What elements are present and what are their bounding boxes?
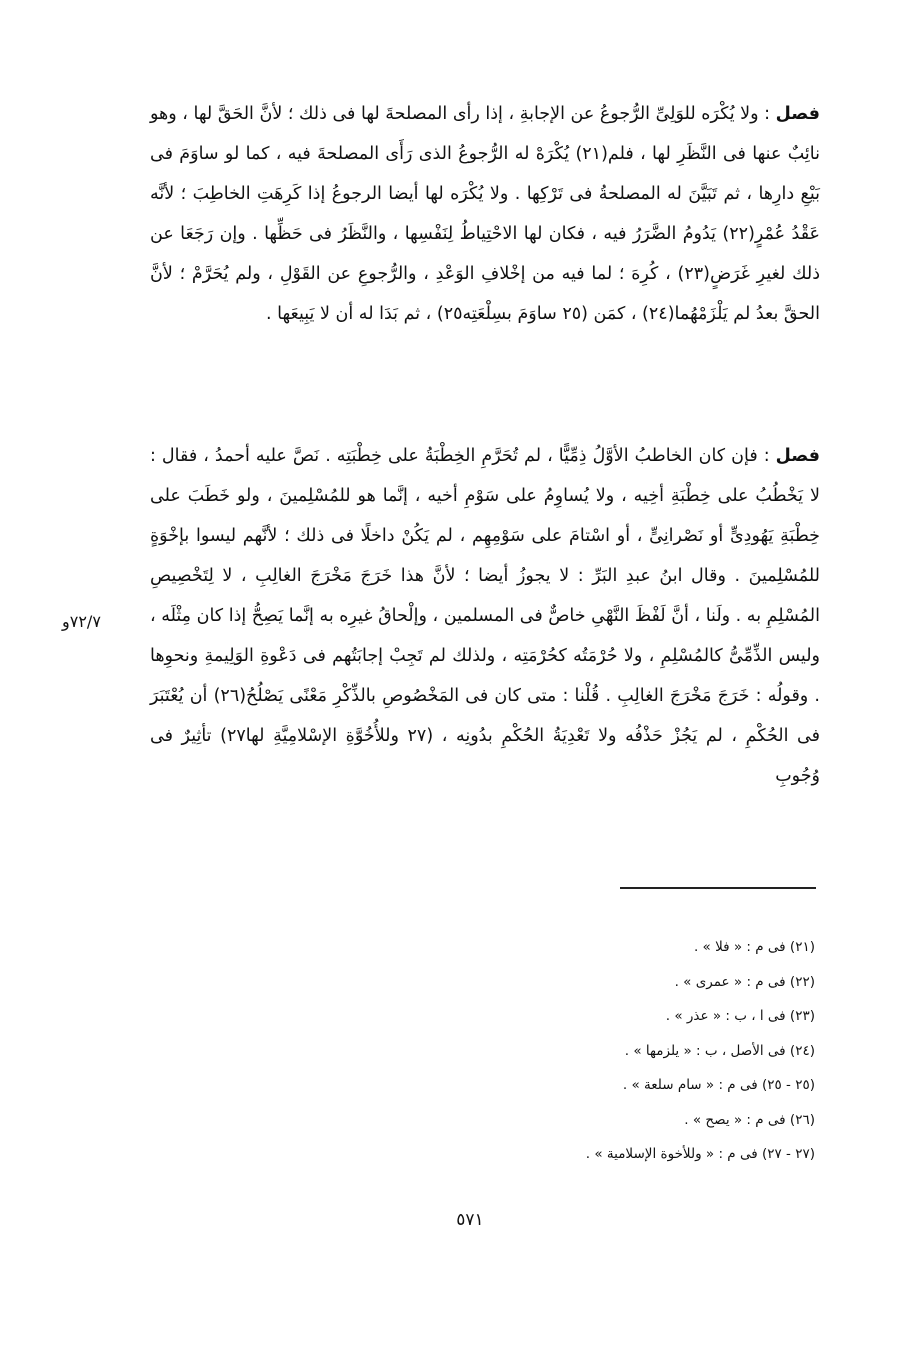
paragraph-1 [150,94,820,334]
paragraph-text: : فإن كان الخاطبُ الأوَّلُ ذِمِّيًّا ، لم تُحَرَّمِ الخِطْبَةُ على خِطْبَتِه . نَصَّ عليه أحمدُ ، فقال : لا يَخْطُبُ على خِطْبَةِ أخِيه ، ولا يُساوِمُ على سَوْمِ أخيه ، إنَّما هو للمُسْلِمينَ ، ولو خَطَبَ على خِطْبَةِ يَهُودِىٍّ أو نَصْرانِىٍّ ، أو اسْتامَ على سَوْمِهِم ، لم يَكُنْ داخلًا فى ذلك ؛ لأنَّهم ليسوا بإخْوَةٍ للمُسْلِمينَ . وقال ابنُ عبدِ البَرِّ : لا يجوزُ أيضا ؛ لأنَّ هذا خَرَجَ مَخْرَجَ الغالِبِ ، لا لِتَخْصِيصِ المُسْلِمِ به . ولَنا ، أنَّ لَفْظَ النَّهْىِ خاصٌّ فى المسلمين ، وإلْحاقُ غيرِه به إنَّما يَصِحُّ إذا كان مِثْلَه ، وليس الذِّمِّىُّ كالمُسْلِمِ ، ولا حُرْمَتُه كحُرْمَتِه ، ولذلك لم تَجِبْ إجابَتُهم فى دَعْوةِ الوَلِيمةِ ونحوِها . وقولُه : خَرَجَ مَخْرَجَ الغالِبِ . قُلْنا : متى كان فى المَخْصُوصِ بالذِّكْرِ مَعْنًى يَصْلُحُ(٢٦) أن يُعْتَبَرَ فى الحُكْمِ ، لم يَجُزْ حَذْفُه ولا تَعْدِيَةُ الحُكْمِ بدُونِه ، (٢٧ وللأُخُوَّةِ الإسْلامِيَّةِ لها٢٧) تأثِيرٌ فى وُجُوبِ [150,446,820,786]
footnote-divider [620,887,816,889]
section-heading: فصل [775,104,820,124]
paragraph-text: : ولا يُكْرَه للوَلِىِّ الرُّجوعُ عن الإجابةِ ، إذا رأى المصلحةَ لها فى ذلك ؛ لأنَّ الحَقَّ لها ، وهو نائِبٌ عنها فى النَّظَرِ لها ، فلم(٢١) يُكْرَهْ له الرُّجوعُ الذى رَأَى المصلحةَ فيه ، كما لو ساوَمَ فى بَيْعِ دارِها ، ثم تَبَيَّنَ له المصلحةُ فى تَرْكِها . ولا يُكْرَه لها أيضا الرجوعُ إذا كَرِهَتِ الخاطِبَ ؛ لأنَّه عَقْدُ عُمْرٍ(٢٢) يَدُومُ الضَّرَرُ فيه ، فكان لها الاحْتِياطُ لِنَفْسِها ، والنَّظَرُ فى حَظِّها . وإن رَجَعَا عن ذلك لغيرِ غَرَضٍ(٢٣) ، كُرِهَ ؛ لما فيه من إخْلافِ الوَعْدِ ، والرُّجوعِ عن القَوْلِ ، ولم يُحَرَّمْ ؛ لأنَّ الحقَّ بعدُ لم يَلْزَمْهُما(٢٤) ، كمَن (٢٥ ساوَمَ بسِلْعَتِه٢٥) ، ثم بَدَا له أن لا يَبِيعَها . [150,104,820,324]
footnotes-list [420,930,815,1172]
page-number: ٥٧١ [456,1210,484,1230]
footnote-item: (٢١) فى م : « فلا » . [693,939,815,955]
footnote-item: (٢٢) فى م : « عمرى » . [674,973,815,990]
section-heading: فصل [775,446,820,466]
footnote-item: (٢٣) فى ا ، ب : « عذر » . [665,1008,815,1024]
footnote-item: (٢٧ - ٢٧) فى م : « وللأخوة الإسلامية » . [585,1146,815,1162]
margin-folio-reference: ٧٢/٧و [62,612,101,631]
paragraph-2 [150,436,820,796]
footnote-item: (٢٤) فى الأصل ، ب : « يلزمها » . [624,1042,815,1059]
footnote-item: (٢٥ - ٢٥) فى م : « سام سلعة » . [622,1077,815,1093]
footnote-item: (٢٦) فى م : « يصح » . [684,1111,815,1128]
